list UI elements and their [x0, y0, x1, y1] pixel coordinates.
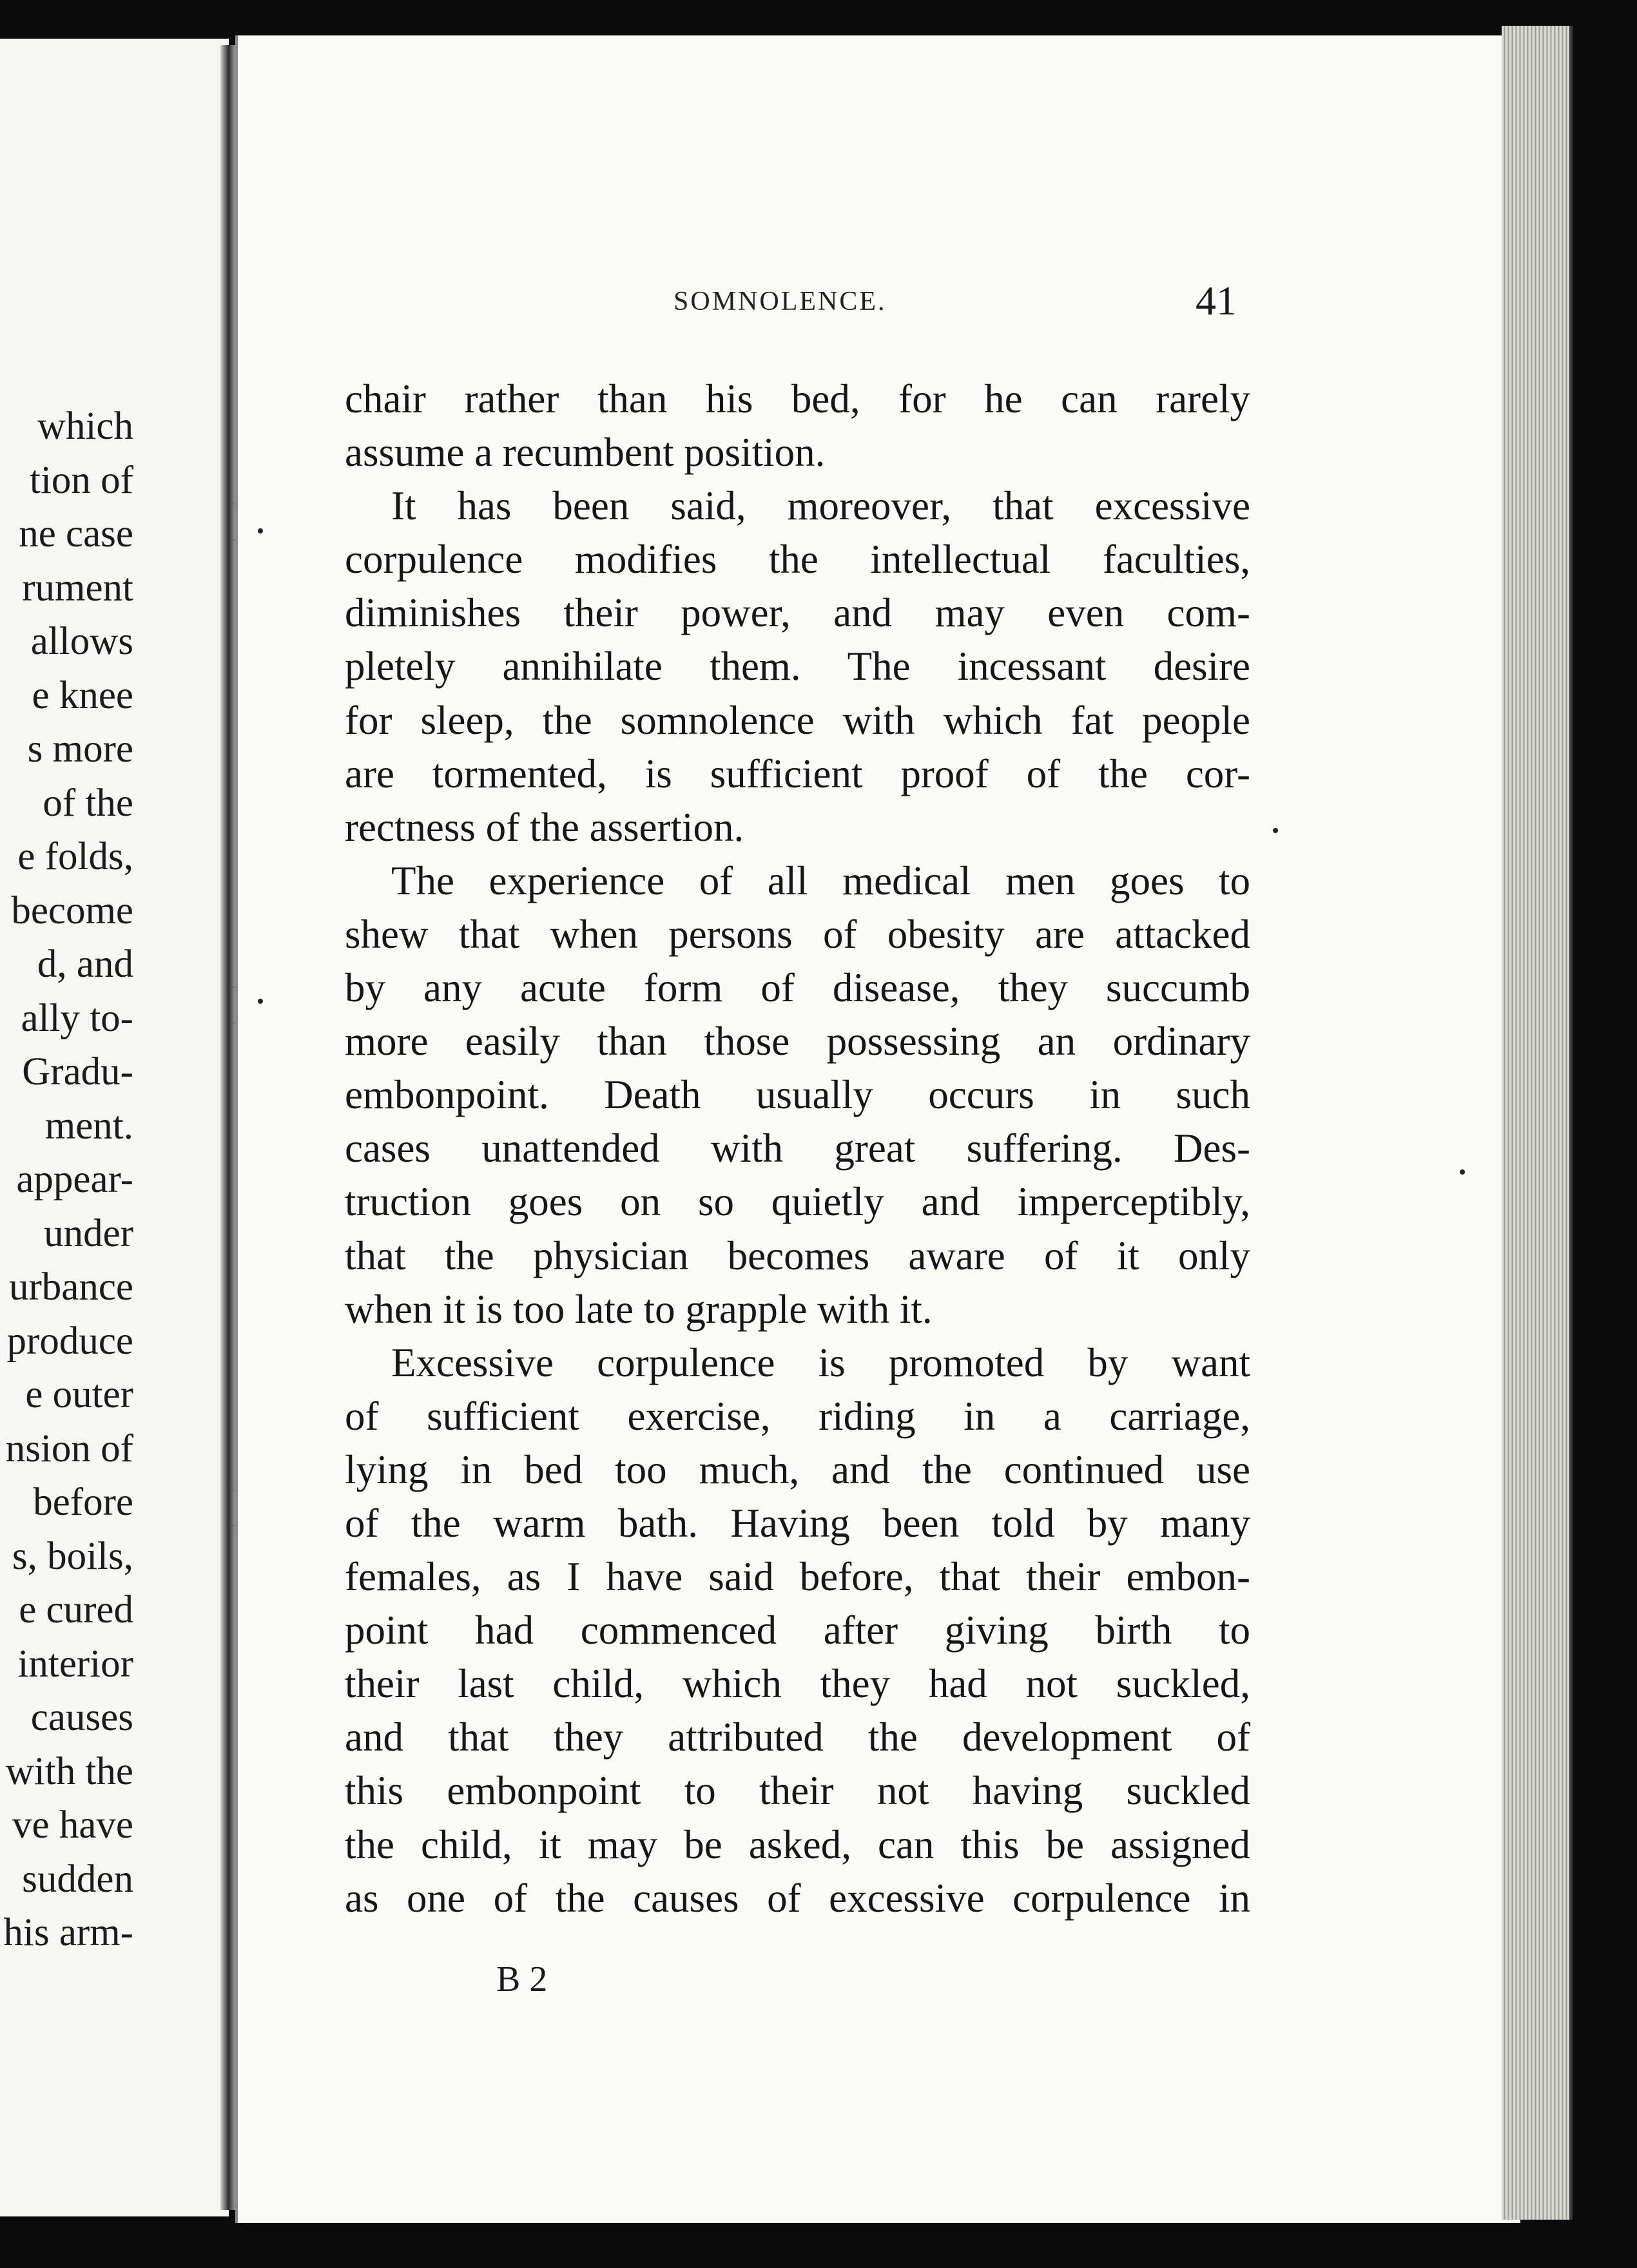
ink-speck — [1460, 1169, 1465, 1175]
text-line: pletely annihilate them. The incessant desire — [345, 644, 1250, 689]
left-line: become — [11, 889, 133, 932]
left-line: e knee — [32, 673, 133, 717]
left-line: Gradu- — [22, 1050, 133, 1093]
left-line: s, boils, — [12, 1534, 133, 1578]
ink-speck — [258, 999, 263, 1004]
left-line: with the — [5, 1749, 133, 1793]
left-line: s more — [27, 727, 133, 771]
text-line: point had commenced after giving birth to — [345, 1608, 1250, 1653]
signature-mark: B 2 — [496, 1959, 548, 1999]
text-line: shew that when persons of obesity are attacked — [345, 911, 1250, 957]
text-line: rectness of the assertion. — [345, 804, 744, 850]
left-line: ally to- — [21, 996, 133, 1040]
left-line: under — [44, 1211, 133, 1255]
text-line: cases unattended with great suffering. Des- — [345, 1126, 1250, 1171]
left-line: e folds, — [17, 835, 133, 878]
text-line: the child, it may be asked, can this be assigned — [345, 1821, 1250, 1867]
text-line: Excessive corpulence is promoted by want — [391, 1340, 1250, 1385]
text-line: that the physician becomes aware of it only — [345, 1233, 1250, 1278]
left-line: tion of — [30, 458, 133, 502]
text-line: are tormented, is sufficient proof of the cor- — [345, 751, 1250, 796]
ink-speck — [1273, 828, 1278, 833]
left-line: d, and — [37, 943, 133, 986]
body-text — [345, 372, 1250, 1925]
text-line: this embonpoint to their not having suckled — [345, 1768, 1250, 1814]
left-line: produce — [6, 1319, 133, 1363]
text-line: more easily than those possessing an ordinary — [345, 1019, 1250, 1064]
left-line: rument — [22, 566, 133, 610]
text-line: chair rather than his bed, for he can rarely — [345, 376, 1250, 421]
left-line: nsion of — [5, 1427, 133, 1470]
left-line: causes — [30, 1696, 133, 1739]
text-line: by any acute form of disease, they succumb — [345, 965, 1250, 1011]
left-line: which — [37, 405, 133, 448]
left-line: ment. — [44, 1104, 133, 1148]
text-line: The experience of all medical men goes to — [391, 858, 1250, 903]
left-line: urbance — [8, 1265, 133, 1309]
left-page — [0, 39, 229, 2216]
text-line: when it is too late to grapple with it. — [345, 1286, 933, 1332]
text-line: embonpoint. Death usually occurs in such — [345, 1072, 1250, 1118]
ink-speck — [258, 528, 263, 533]
left-line: allows — [30, 620, 133, 663]
left-line: his arm- — [3, 1911, 133, 1954]
text-line: of the warm bath. Having been told by many — [345, 1500, 1250, 1546]
text-line: It has been said, moreover, that excessive — [391, 483, 1250, 529]
page-number: 41 — [1196, 278, 1237, 323]
text-line: and that they attributed the development of — [345, 1715, 1250, 1760]
left-line: e cured — [19, 1588, 133, 1631]
text-line: of sufficient exercise, riding in a carriage, — [345, 1393, 1250, 1439]
text-line: assume a recumbent position. — [345, 430, 826, 476]
text-line: lying in bed too much, and the continued use — [345, 1446, 1250, 1492]
left-line: sudden — [22, 1857, 133, 1901]
left-page-text — [0, 399, 229, 1960]
text-line: corpulence modifies the intellectual faculties, — [345, 537, 1250, 582]
left-line: ve have — [12, 1803, 133, 1847]
text-line: females, as I have said before, that their embon- — [345, 1554, 1250, 1600]
text-line: for sleep, the somnolence with which fat people — [345, 697, 1250, 743]
page-edge-stack — [1502, 26, 1573, 2220]
text-line: diminishes their power, and may even com- — [345, 590, 1250, 636]
left-line: ne case — [19, 512, 133, 555]
text-line: their last child, which they had not suckled, — [345, 1661, 1250, 1707]
text-line: truction goes on so quietly and imperceptibly, — [345, 1179, 1250, 1225]
left-line: before — [33, 1481, 133, 1524]
left-line: e outer — [25, 1373, 133, 1416]
left-line: interior — [17, 1642, 133, 1686]
left-line: of the — [43, 781, 133, 825]
text-line: as one of the causes of excessive corpulence in — [345, 1875, 1250, 1921]
running-head: SOMNOLENCE. — [673, 287, 887, 316]
left-line: appear- — [16, 1158, 133, 1201]
